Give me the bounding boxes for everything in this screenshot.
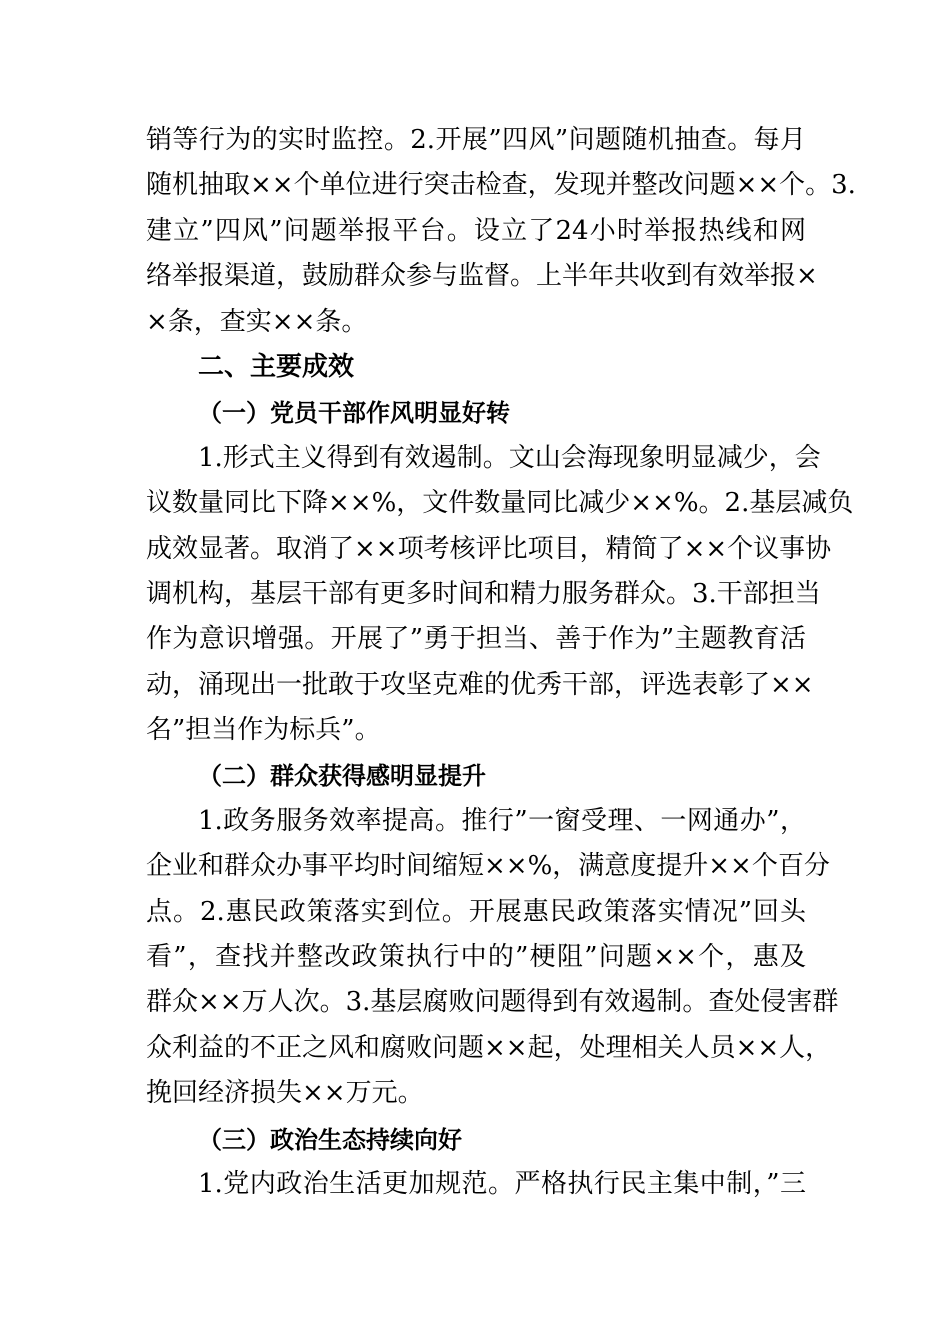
text-line: 众利益的不正之风和腐败问题××起，处理相关人员××人， bbox=[146, 1032, 832, 1063]
text-line: 销等行为的实时监控。2.开展”四风”问题随机抽查。每月 bbox=[146, 125, 806, 155]
subsection-3-paragraph bbox=[146, 1162, 806, 1207]
subsection-1-paragraph bbox=[146, 436, 854, 754]
text-line: 看”，查找并整改政策执行中的”梗阻”问题××个，惠及 bbox=[146, 942, 806, 973]
text-line: ×条，查实××条。 bbox=[146, 306, 368, 337]
intro-paragraph bbox=[146, 118, 856, 345]
text-line: 1.党内政治生活更加规范。严格执行民主集中制，”三 bbox=[198, 1168, 806, 1199]
text-line: 调机构，基层干部有更多时间和精力服务群众。3.干部担当 bbox=[146, 578, 821, 609]
text-line: 1.形式主义得到有效遏制。文山会海现象明显减少，会 bbox=[198, 442, 821, 473]
subsection-2-paragraph bbox=[146, 799, 839, 1117]
text-line: 企业和群众办事平均时间缩短××%，满意度提升××个百分 bbox=[146, 851, 830, 882]
subsection-heading-3: （三）政治生态持续向好 bbox=[198, 1124, 462, 1154]
text-line: 议数量同比下降××%，文件数量同比减少××%。2.基层减负 bbox=[146, 488, 854, 519]
text-line: 挽回经济损失××万元。 bbox=[146, 1078, 424, 1109]
text-line: 随机抽取××个单位进行突击检查，发现并整改问题××个。3. bbox=[146, 170, 856, 201]
text-line: 作为意识增强。开展了”勇于担当、善于作为”主题教育活 bbox=[146, 624, 806, 655]
text-line: 成效显著。取消了××项考核评比项目，精简了××个议事协 bbox=[146, 533, 832, 564]
text-line: 络举报渠道，鼓励群众参与监督。上半年共收到有效举报× bbox=[146, 261, 818, 292]
subsection-heading-2: （二）群众获得感明显提升 bbox=[198, 761, 486, 791]
text-line: 群众××万人次。3.基层腐败问题得到有效遏制。查处侵害群 bbox=[146, 987, 839, 1018]
section-heading: 二、主要成效 bbox=[198, 351, 355, 382]
text-line: 动，涌现出一批敢于攻坚克难的优秀干部，评选表彰了×× bbox=[146, 669, 814, 700]
subsection-heading-1: （一）党员干部作风明显好转 bbox=[198, 398, 510, 428]
text-line: 名”担当作为标兵”。 bbox=[146, 715, 381, 746]
text-line: 点。2.惠民政策落实到位。开展惠民政策落实情况”回头 bbox=[146, 896, 806, 927]
text-line: 建立”四风”问题举报平台。设立了24小时举报热线和网 bbox=[146, 215, 806, 246]
text-line: 1.政务服务效率提高。推行”一窗受理、一网通办”， bbox=[198, 805, 806, 836]
document-page bbox=[146, 118, 856, 1207]
